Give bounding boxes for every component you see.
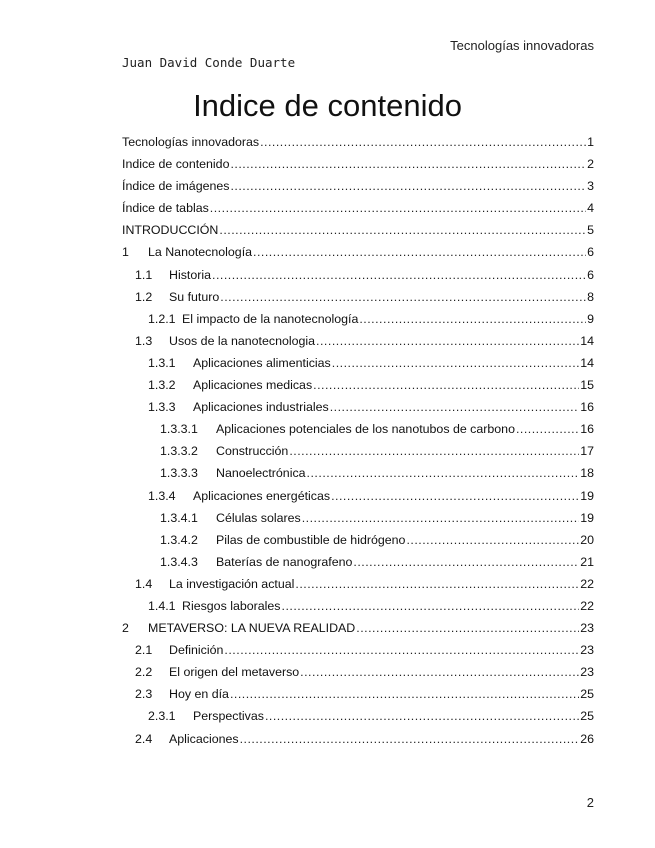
toc-dot-leader xyxy=(253,241,586,263)
toc-entry-number: 1.3.3.2 xyxy=(160,444,198,459)
toc-entry-page: 20 xyxy=(580,532,594,547)
toc-entry-page: 6 xyxy=(587,267,594,282)
toc-entry[interactable] xyxy=(122,462,594,484)
toc-entry-page: 14 xyxy=(580,355,594,370)
toc-entry[interactable] xyxy=(122,617,594,639)
toc-entry-title[interactable]: Aplicaciones energéticas xyxy=(193,488,331,503)
toc-dot-leader xyxy=(516,418,579,440)
toc-entry[interactable] xyxy=(122,507,594,529)
toc-entry-number: 1.2 xyxy=(135,289,153,304)
toc-entry-page: 22 xyxy=(580,598,594,613)
toc-entry-number: 1.3.4 xyxy=(148,488,176,503)
toc-dot-leader xyxy=(307,462,580,484)
toc-entry-title[interactable]: Riesgos laborales xyxy=(182,598,281,613)
toc-entry-number: 1.3.2 xyxy=(148,378,176,393)
toc-entry-title[interactable]: Construcción xyxy=(216,444,289,459)
toc-entry[interactable] xyxy=(122,485,594,507)
toc-entry-title[interactable]: Células solares xyxy=(216,510,301,525)
toc-entry-number: 1.4 xyxy=(135,576,153,591)
toc-entry-page: 26 xyxy=(580,731,594,746)
toc-entry-page: 22 xyxy=(580,576,594,591)
toc-entry-number: 2.1 xyxy=(135,643,153,658)
toc-entry-title[interactable]: INTRODUCCIÓN xyxy=(122,223,219,238)
toc-entry-page: 19 xyxy=(580,488,594,503)
toc-entry-title[interactable]: El origen del metaverso xyxy=(169,665,300,680)
toc-entry-number: 1.3.4.3 xyxy=(160,554,198,569)
toc-entry-number: 2.2 xyxy=(135,665,153,680)
toc-entry-title[interactable]: Aplicaciones industriales xyxy=(193,400,329,415)
toc-entry-page: 3 xyxy=(587,179,594,194)
toc-entry-page: 1 xyxy=(587,135,594,149)
toc-entry-number: 1.3.3.3 xyxy=(160,466,198,481)
toc-entry-number: 2.3.1 xyxy=(148,709,176,724)
toc-entry-page: 23 xyxy=(580,621,594,636)
toc-entry[interactable] xyxy=(122,374,594,396)
running-header-title: Tecnologías innovadoras xyxy=(450,38,594,53)
toc-entry[interactable] xyxy=(122,683,594,705)
toc-entry-page: 15 xyxy=(580,378,594,393)
toc-entry[interactable] xyxy=(122,330,594,352)
toc-entry-title[interactable]: Definición xyxy=(169,643,224,658)
toc-entry-number: 1.3.4.1 xyxy=(160,510,198,525)
toc-entry-number: 1.3 xyxy=(135,333,153,348)
toc-entry-number: 2.3 xyxy=(135,687,153,702)
toc-entry-title[interactable]: La investigación actual xyxy=(169,576,295,591)
toc-entry-page: 5 xyxy=(587,223,594,238)
toc-entry-title[interactable]: Aplicaciones medicas xyxy=(193,378,313,393)
toc-entry-page: 18 xyxy=(580,466,594,481)
toc-dot-leader xyxy=(302,507,579,529)
toc-entry-page: 4 xyxy=(587,201,594,216)
toc-entry-title[interactable]: Indice de contenido xyxy=(122,157,230,172)
page-number: 2 xyxy=(586,795,594,810)
table-of-contents xyxy=(122,131,594,750)
toc-entry-page: 23 xyxy=(580,665,594,680)
toc-entry[interactable] xyxy=(122,241,594,263)
toc-entry-title[interactable]: Nanoelectrónica xyxy=(216,466,306,481)
toc-entry-number: 1.3.1 xyxy=(148,355,176,370)
toc-entry-title[interactable]: La Nanotecnología xyxy=(148,245,253,260)
toc-dot-leader xyxy=(359,308,586,330)
toc-dot-leader xyxy=(260,131,586,153)
author-name: Juan David Conde Duarte xyxy=(122,55,296,70)
toc-entry-title[interactable]: Perspectivas xyxy=(193,709,264,724)
toc-entry[interactable] xyxy=(122,418,594,440)
toc-dot-leader xyxy=(332,352,579,374)
toc-dot-leader xyxy=(230,175,586,197)
toc-entry-page: 17 xyxy=(580,444,594,459)
toc-dot-leader xyxy=(212,264,586,286)
toc-dot-leader xyxy=(330,396,580,418)
toc-entry-page: 6 xyxy=(587,245,594,260)
toc-entry-number: 2.4 xyxy=(135,731,153,746)
toc-entry[interactable] xyxy=(122,153,594,175)
toc-entry[interactable] xyxy=(122,573,594,595)
toc-dot-leader xyxy=(282,595,580,617)
toc-dot-leader xyxy=(295,573,579,595)
toc-entry-number: 1.3.3.1 xyxy=(160,422,198,437)
toc-dot-leader xyxy=(406,529,579,551)
toc-entry[interactable] xyxy=(122,705,594,727)
toc-entry-page: 16 xyxy=(580,400,594,415)
toc-dot-leader xyxy=(313,374,579,396)
toc-entry[interactable] xyxy=(122,440,594,462)
toc-entry-page: 14 xyxy=(580,333,594,348)
toc-entry[interactable] xyxy=(122,639,594,661)
toc-entry-title[interactable]: Su futuro xyxy=(169,289,220,304)
toc-entry[interactable] xyxy=(122,264,594,286)
toc-entry-number: 1.1 xyxy=(135,267,153,282)
toc-entry-title[interactable]: Baterías de nanografeno xyxy=(216,554,353,569)
toc-entry[interactable] xyxy=(122,661,594,683)
toc-entry-number: 1.2.1 xyxy=(148,311,176,326)
toc-entry[interactable] xyxy=(122,728,594,750)
toc-entry-number: 1.3.4.2 xyxy=(160,532,198,547)
toc-dot-leader xyxy=(240,728,580,750)
toc-entry-page: 19 xyxy=(580,510,594,525)
toc-dot-leader xyxy=(289,440,579,462)
toc-entry-title[interactable]: METAVERSO: LA NUEVA REALIDAD xyxy=(148,621,356,636)
toc-dot-leader xyxy=(331,485,579,507)
toc-dot-leader xyxy=(220,286,586,308)
toc-entry[interactable] xyxy=(122,197,594,219)
toc-entry-page: 2 xyxy=(587,157,594,172)
toc-entry[interactable] xyxy=(122,529,594,551)
toc-entry-page: 25 xyxy=(580,687,594,702)
toc-entry-number: 2 xyxy=(122,621,129,636)
toc-entry-title[interactable]: Aplicaciones alimenticias xyxy=(193,355,331,370)
toc-entry[interactable] xyxy=(122,131,594,153)
toc-entry[interactable] xyxy=(122,551,594,573)
toc-entry-title[interactable]: Hoy en día xyxy=(169,687,229,702)
toc-entry-title[interactable]: Pilas de combustible de hidrógeno xyxy=(216,532,406,547)
toc-entry[interactable] xyxy=(122,352,594,374)
toc-dot-leader xyxy=(210,197,586,219)
toc-entry-title[interactable]: Aplicaciones xyxy=(169,731,239,746)
toc-entry-title[interactable]: Tecnologías innovadoras xyxy=(122,135,260,149)
toc-entry[interactable] xyxy=(122,219,594,241)
toc-entry-title[interactable]: Índice de imágenes xyxy=(122,179,230,194)
toc-dot-leader xyxy=(300,661,579,683)
toc-entry[interactable] xyxy=(122,286,594,308)
toc-entry-number: 1.3.3 xyxy=(148,400,176,415)
toc-entry-number: 1 xyxy=(122,245,129,260)
toc-entry-title[interactable]: Usos de la nanotecnologia xyxy=(169,333,316,348)
toc-entry-page: 16 xyxy=(580,422,594,437)
toc-entry[interactable] xyxy=(122,175,594,197)
toc-entry-title[interactable]: Historia xyxy=(169,267,211,282)
toc-dot-leader xyxy=(353,551,579,573)
page-title: Indice de contenido xyxy=(193,88,462,123)
toc-entry-title[interactable]: Índice de tablas xyxy=(122,201,209,216)
toc-dot-leader xyxy=(224,639,579,661)
toc-entry[interactable] xyxy=(122,308,594,330)
toc-dot-leader xyxy=(230,153,586,175)
toc-dot-leader xyxy=(230,683,579,705)
toc-entry-title[interactable]: Aplicaciones potenciales de los nanotubos de carbono xyxy=(216,422,515,437)
toc-entry-page: 9 xyxy=(587,311,594,326)
toc-dot-leader xyxy=(219,219,586,241)
toc-entry[interactable] xyxy=(122,595,594,617)
toc-entry-number: 1.4.1 xyxy=(148,598,176,613)
toc-entry-page: 8 xyxy=(587,289,594,304)
toc-entry-title[interactable]: El impacto de la nanotecnología xyxy=(182,311,359,326)
toc-entry-page: 21 xyxy=(580,554,594,569)
toc-dot-leader xyxy=(316,330,579,352)
toc-dot-leader xyxy=(356,617,579,639)
toc-entry[interactable] xyxy=(122,396,594,418)
toc-dot-leader xyxy=(265,705,579,727)
toc-entry-page: 23 xyxy=(580,643,594,658)
toc-entry-page: 25 xyxy=(580,709,594,724)
